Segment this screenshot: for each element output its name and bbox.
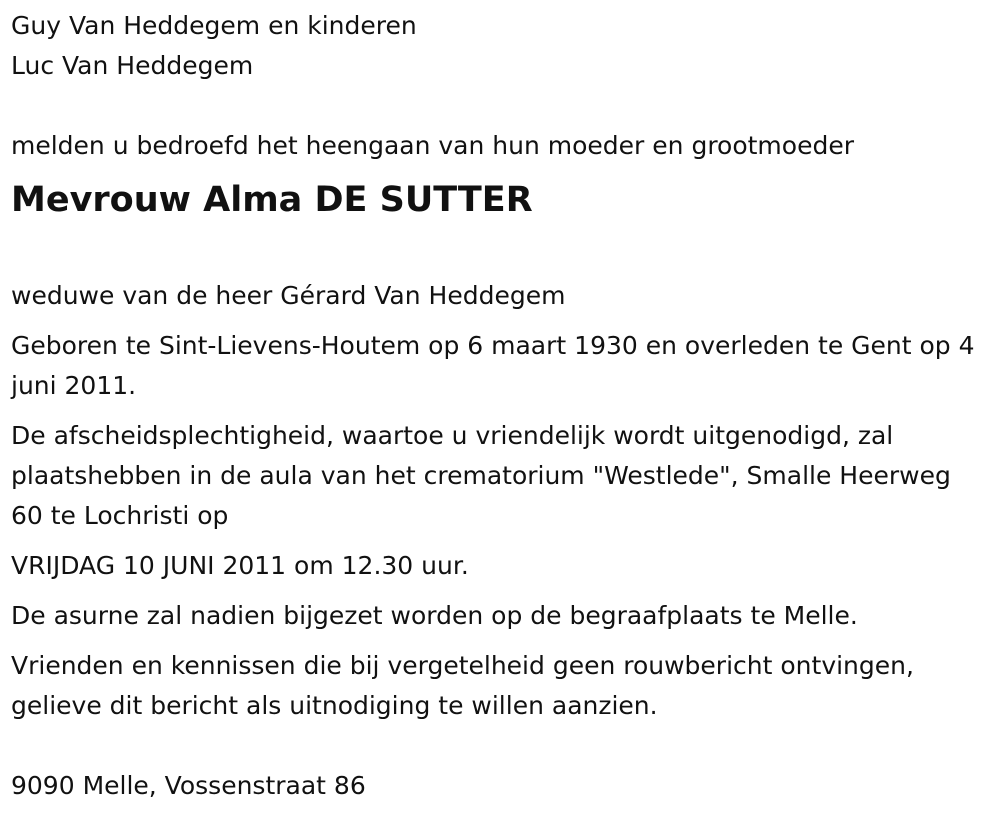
family-line-1: Guy Van Heddegem en kinderen [11, 11, 417, 40]
address: 9090 Melle, Vossenstraat 86 [11, 771, 366, 800]
spacer [11, 726, 1000, 766]
ceremony-date: VRIJDAG 10 JUNI 2011 om 12.30 uur. [11, 551, 469, 580]
family-line-2: Luc Van Heddegem [11, 51, 254, 80]
spacer [11, 86, 1000, 126]
spacer [11, 406, 1000, 416]
intro-text: melden u bedroefd het heengaan van hun moeder en grootmoeder [11, 131, 854, 160]
spacer [11, 586, 1000, 596]
spacer [11, 536, 1000, 546]
spouse-text: weduwe van de heer Gérard Van Heddegem [11, 281, 566, 310]
ceremony-text: De afscheidsplechtigheid, waartoe u vriendelijk wordt uitgenodigd, zal plaatshebben in de aula van het crematorium "Westlede", Smalle Heerweg 60 te Lochristi op [11, 421, 951, 530]
spacer [11, 224, 1000, 276]
spacer [11, 636, 1000, 646]
birth-death-text: Geboren te Sint-Lievens-Houtem op 6 maart 1930 en overleden te Gent op 4 juni 2011. [11, 331, 975, 400]
spacer [11, 316, 1000, 326]
spacer [11, 166, 1000, 176]
deceased-name: Mevrouw Alma DE SUTTER [11, 180, 533, 220]
urn-text: De asurne zal nadien bijgezet worden op de begraafplaats te Melle. [11, 601, 858, 630]
friends-note: Vrienden en kennissen die bij vergetelheid geen rouwbericht ontvingen, gelieve dit bericht als uitnodiging te willen aanzien. [11, 651, 914, 720]
